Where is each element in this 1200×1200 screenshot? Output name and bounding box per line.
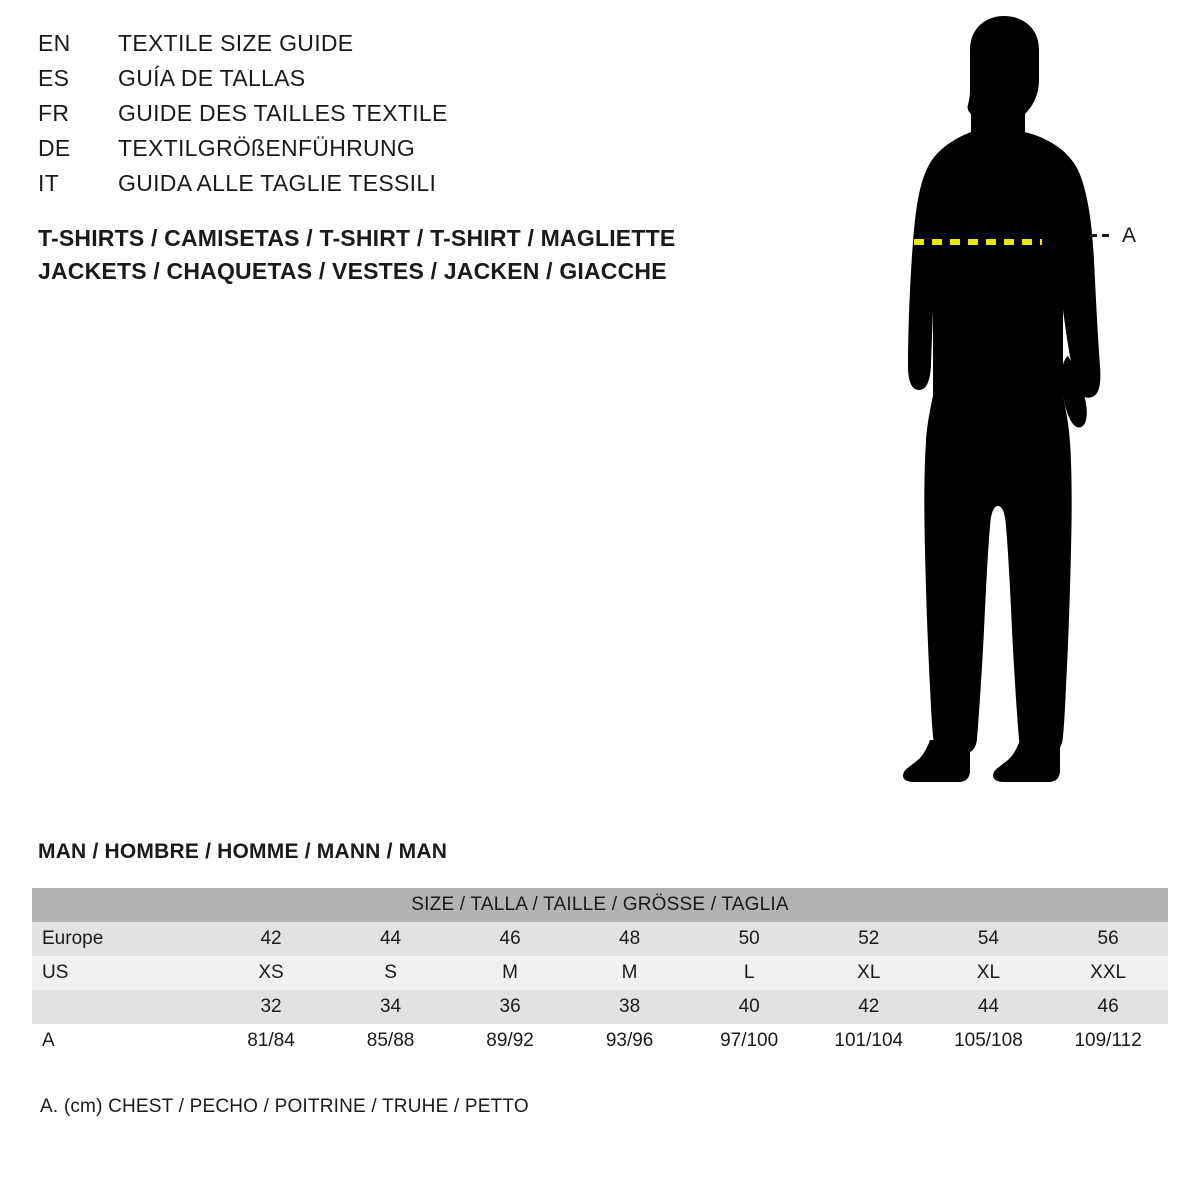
table-cell: 54 xyxy=(977,928,999,949)
table-cell: 89/92 xyxy=(486,1030,534,1051)
silhouette-icon xyxy=(820,10,1180,800)
table-cell: 81/84 xyxy=(247,1030,295,1051)
row-label: US xyxy=(42,962,69,983)
table-row xyxy=(32,1024,1168,1058)
measure-leader-dash xyxy=(1090,234,1114,237)
table-row xyxy=(32,922,1168,956)
garment-line-jackets: JACKETS / CHAQUETAS / VESTES / JACKEN / GIACCHE xyxy=(38,258,667,284)
row-label xyxy=(32,990,211,1024)
table-cell: 36 xyxy=(499,996,521,1017)
table-cell: 109/112 xyxy=(1074,1030,1142,1051)
row-label: Europe xyxy=(42,928,104,949)
table-cell: 52 xyxy=(858,928,880,949)
table-cell: 42 xyxy=(260,928,282,949)
language-header-block xyxy=(38,30,738,205)
row-label: A xyxy=(42,1030,55,1051)
language-code: DE xyxy=(38,135,71,161)
language-title: GUIDE DES TAILLES TEXTILE xyxy=(118,100,448,126)
table-cell: 46 xyxy=(1097,996,1119,1017)
table-cell: M xyxy=(621,962,638,983)
language-code: FR xyxy=(38,100,70,126)
male-silhouette-figure xyxy=(820,10,1180,800)
garment-line-tshirts: T-SHIRTS / CAMISETAS / T-SHIRT / T-SHIRT / MAGLIETTE xyxy=(38,225,676,251)
table-cell: XXL xyxy=(1090,962,1127,983)
table-cell: 38 xyxy=(619,996,641,1017)
size-table xyxy=(32,888,1168,1058)
table-header-label: SIZE / TALLA / TAILLE / GRÖSSE / TAGLIA xyxy=(411,894,789,915)
table-header-row xyxy=(32,888,1168,922)
table-section-title: MAN / HOMBRE / HOMME / MANN / MAN xyxy=(38,840,448,863)
language-title: TEXTILGRÖßENFÜHRUNG xyxy=(118,135,416,161)
table-cell: 44 xyxy=(977,996,999,1017)
table-cell: XL xyxy=(976,962,1001,983)
table-cell: 32 xyxy=(260,996,282,1017)
language-row xyxy=(38,135,738,170)
language-title: GUIDA ALLE TAGLIE TESSILI xyxy=(118,170,437,196)
table-cell: XS xyxy=(258,962,284,983)
language-code: EN xyxy=(38,30,71,56)
table-cell: 40 xyxy=(738,996,760,1017)
table-cell: XL xyxy=(857,962,881,983)
language-title: TEXTILE SIZE GUIDE xyxy=(118,30,354,56)
language-title: GUÍA DE TALLAS xyxy=(118,65,306,91)
language-row xyxy=(38,30,738,65)
language-code: ES xyxy=(38,65,70,91)
table-footnote: A. (cm) CHEST / PECHO / POITRINE / TRUHE / PETTO xyxy=(40,1096,529,1117)
table-cell: 85/88 xyxy=(366,1030,415,1051)
table-cell: 97/100 xyxy=(720,1030,779,1051)
table-row xyxy=(32,956,1168,990)
table-row xyxy=(32,990,1168,1024)
measure-label-a: A xyxy=(1122,224,1137,247)
table-cell: S xyxy=(384,962,397,983)
table-cell: 56 xyxy=(1097,928,1119,949)
table-cell: 101/104 xyxy=(834,1030,904,1051)
table-cell: 48 xyxy=(619,928,641,949)
table-cell: 42 xyxy=(858,996,880,1017)
table-cell: 105/108 xyxy=(954,1030,1023,1051)
language-row xyxy=(38,170,738,205)
table-cell: 44 xyxy=(379,928,402,949)
garment-type-list xyxy=(38,222,798,288)
language-row xyxy=(38,100,738,135)
table-cell: 46 xyxy=(499,928,521,949)
table-cell: 93/96 xyxy=(605,1030,654,1051)
language-code: IT xyxy=(38,170,60,196)
table-cell: 34 xyxy=(379,996,402,1017)
table-cell: M xyxy=(502,962,518,983)
language-row xyxy=(38,65,738,100)
table-cell: 50 xyxy=(738,928,760,949)
table-cell: L xyxy=(743,962,755,983)
